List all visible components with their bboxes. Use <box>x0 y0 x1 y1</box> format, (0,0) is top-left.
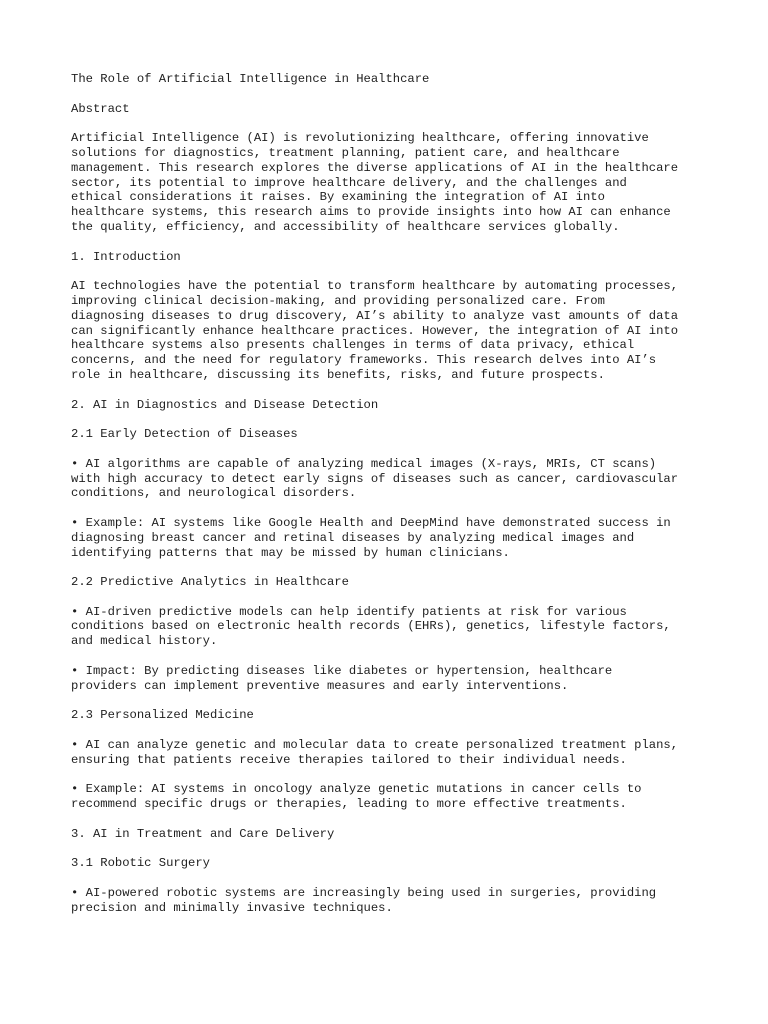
subsection-heading-robotic-surgery: 3.1 Robotic Surgery <box>71 856 210 871</box>
bullet-item: • AI can analyze genetic and molecular data to create personalized treatment plans, ensuring that patients receive therapies tailored to their individual needs. <box>71 737 679 767</box>
bullet-item: • Example: AI systems in oncology analyze genetic mutations in cancer cells to recommend specific drugs or therapies, leading to more effective treatments. <box>71 782 642 812</box>
subsection-heading-personalized-medicine: 2.3 Personalized Medicine <box>71 708 254 723</box>
bullet-item: • AI algorithms are capable of analyzing medical images (X-rays, MRIs, CT scans) with high accuracy to detect early signs of diseases such as cancer, cardiovascular conditions, and neurological disorders. <box>71 456 679 501</box>
introduction-paragraph: AI technologies have the potential to transform healthcare by automating processes, improving clinical decision-making, and providing personalized care. From diagnosing diseases to drug discovery, AI’s ability to analyze vast amounts of data can significantly enhance healthcare practices. However, the integration of AI into healthcare systems also presents challenges in terms of data privacy, ethical concerns, and the need for regulatory frameworks. This research delves into AI’s role in healthcare, discussing its benefits, risks, and future prospects. <box>71 279 679 382</box>
bullet-item: • Impact: By predicting diseases like diabetes or hypertension, healthcare providers can implement preventive measures and early interventions. <box>71 663 613 693</box>
section-heading-diagnostics: 2. AI in Diagnostics and Disease Detection <box>71 397 379 412</box>
abstract-heading: Abstract <box>71 101 130 116</box>
bullet-item: • Example: AI systems like Google Health and DeepMind have demonstrated success in diagnosing breast cancer and retinal diseases by analyzing medical images and identifying patterns that may be missed by human clinicians. <box>71 515 671 560</box>
section-heading-introduction: 1. Introduction <box>71 249 181 264</box>
section-heading-treatment: 3. AI in Treatment and Care Delivery <box>71 826 335 841</box>
abstract-paragraph: Artificial Intelligence (AI) is revolutionizing healthcare, offering innovative solutions for diagnostics, treatment planning, patient care, and healthcare management. This research explores the diverse applications of AI in the healthcare sector, its potential to improve healthcare delivery, and the challenges and ethical considerations it raises. By examining the integration of AI into healthcare systems, this research aims to provide insights into how AI can enhance the quality, efficiency, and accessibility of healthcare services globally. <box>71 131 679 234</box>
subsection-heading-predictive-analytics: 2.2 Predictive Analytics in Healthcare <box>71 575 349 590</box>
document-title: The Role of Artificial Intelligence in Healthcare <box>71 72 430 86</box>
document-body <box>71 72 711 930</box>
bullet-item: • AI-driven predictive models can help identify patients at risk for various conditions based on electronic health records (EHRs), genetics, lifestyle factors, and medical history. <box>71 604 671 649</box>
bullet-item: • AI-powered robotic systems are increasingly being used in surgeries, providing precision and minimally invasive techniques. <box>71 885 657 915</box>
subsection-heading-early-detection: 2.1 Early Detection of Diseases <box>71 427 298 442</box>
